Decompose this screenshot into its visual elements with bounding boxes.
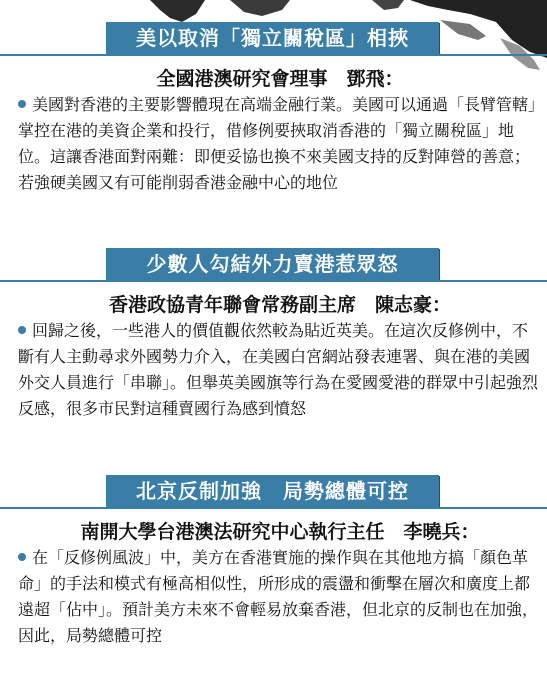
bullet-icon — [18, 100, 26, 108]
section-2-heading: 少數人勾結外力賣港惹眾怒 — [106, 248, 439, 280]
section-2-quote-text: 回歸之後，一些港人的價值觀依然較為貼近英美。在這次反修例中，不斷有人主動尋求外國勢力介入，在美國白宮網站發表連署、與在港的美國外交人員進行「串聯」。但舉英美國旗等行為在愛國愛港的群眾中引起強烈反感，很多市民對這種賣國行為感到憤怒 — [18, 321, 539, 418]
section-2-rule — [0, 280, 547, 282]
section-1-rule — [0, 54, 547, 56]
section-3-heading: 北京反制加強 局勢總體可控 — [106, 475, 439, 507]
section-1-quote-text: 美國對香港的主要影響體現在高端金融行業。美國可以通過「長臂管轄」掌控在港的美資企業和投行，借修例要挾取消香港的「獨立關稅區」地位。這讓香港面對兩難：即便妥協也換不來美國支持的反對陣營的善意；若強硬美國又有可能削弱香港金融中心的地位 — [18, 95, 537, 192]
section-1-speaker: 全國港澳研究會理事 鄧飛： — [156, 68, 404, 90]
section-1-heading: 美以取消「獨立關稅區」相挾 — [106, 22, 439, 54]
section-3-quote — [18, 545, 538, 649]
section-2-speaker: 香港政協青年聯會常務副主席 陳志豪： — [108, 294, 451, 316]
bullet-icon — [18, 553, 26, 561]
bullet-icon — [18, 326, 26, 334]
section-3-speaker: 南開大學台港澳法研究中心執行主任 李曉兵： — [80, 521, 480, 543]
section-2-quote — [18, 318, 538, 422]
section-3-rule — [0, 507, 547, 509]
section-1-quote — [18, 92, 538, 196]
section-3-quote-text: 在「反修例風波」中，美方在香港實施的操作與在其他地方搞「顏色革命」的手法和模式有極高相似性，所形成的震盪和衝擊在層次和廣度上都遠超「佔中」。預計美方未來不會輕易放棄香港，但北京的反制也在加強，因此，局勢總體可控 — [18, 548, 539, 645]
